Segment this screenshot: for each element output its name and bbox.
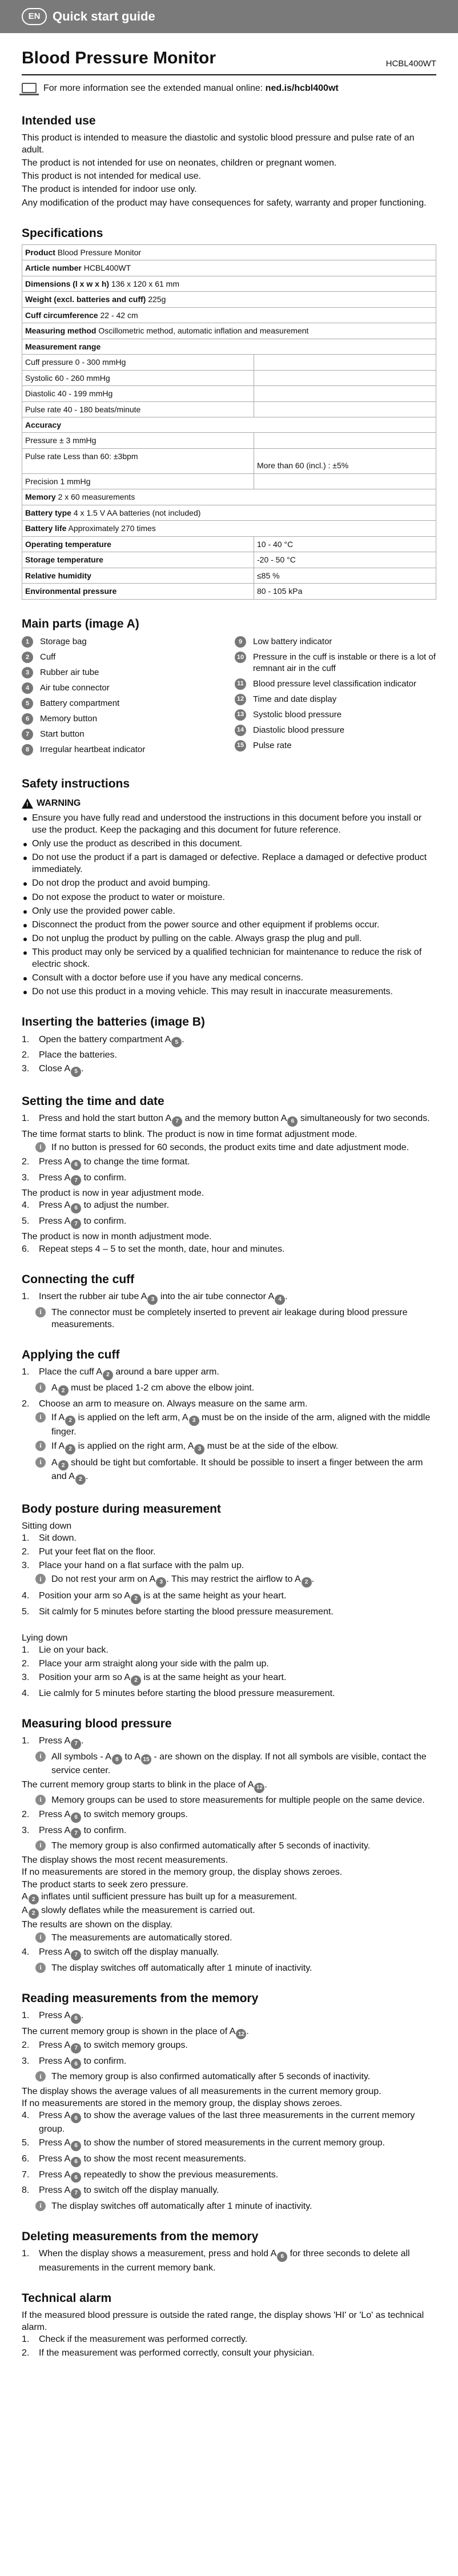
- part-label: Systolic blood pressure: [253, 709, 342, 720]
- main-part-item: [22, 698, 223, 709]
- info-icon: i: [35, 1441, 46, 1451]
- reading-text: The current memory group is shown in the place of A 12 .: [22, 2026, 436, 2040]
- info-icon: i: [35, 1840, 46, 1851]
- step: 4. Lie calmly for 5 minutes before starting the blood pressure measurement.: [22, 1688, 335, 1698]
- part-label: Time and date display: [253, 694, 337, 704]
- step: 5. Press A 7 to confirm.: [22, 1215, 436, 1229]
- step: 1. Place the cuff A 2 around a bare upper arm.: [22, 1366, 436, 1380]
- measuring-text: A 2 slowly deflates while the measurement is carried out.: [22, 1904, 436, 1919]
- info-icon: i: [35, 2071, 46, 2081]
- step: 5. Sit calmly for 5 minutes before starting the blood pressure measurement.: [22, 1606, 334, 1617]
- main-parts-left-column: [22, 636, 223, 759]
- safety-item: Ensure you have fully read and understood the instructions in this document before you install or use the product. Keep the packaging and this document for future reference.: [22, 812, 436, 836]
- reading-steps-3: [22, 2109, 436, 2199]
- info-note: i Memory groups can be used to store measurements for multiple people on the same device.: [35, 1794, 436, 1806]
- step: 8. Press A 7 to switch off the display manually.: [22, 2184, 436, 2199]
- safety-item: This product may only be serviced by a qualified technician for maintenance to reduce the risk of electric shock.: [22, 946, 436, 970]
- step: 3. Close A 5 .: [22, 1063, 436, 1077]
- info-icon: i: [35, 1932, 46, 1943]
- info-icon: i: [35, 1795, 46, 1805]
- part-number-badge: 7: [22, 729, 33, 740]
- part-label: Rubber air tube: [40, 667, 99, 677]
- part-number-badge: 11: [235, 678, 246, 690]
- step: 4. Press A 7 to switch off the display manually.: [22, 1946, 436, 1960]
- main-part-item: [235, 652, 436, 674]
- intended-use-heading: Intended use: [22, 114, 96, 127]
- technical-alarm-text: If the measured blood pressure is outside the rated range, the display shows 'HI' or 'Lo' as technical alarm.: [22, 2310, 424, 2333]
- measuring-heading: Measuring blood pressure: [22, 1717, 172, 1730]
- deleting-steps: [22, 2248, 436, 2274]
- body-posture-heading: Body posture during measurement: [22, 1502, 221, 1516]
- part-label: Blood pressure level classification indicator: [253, 678, 416, 689]
- online-manual-text: For more information see the extended manual online: ned.is/hcbl400wt: [43, 83, 339, 93]
- part-number-badge: 5: [22, 698, 33, 709]
- model-number: HCBL400WT: [385, 58, 436, 69]
- part-number-badge: 12: [235, 694, 246, 705]
- measuring-steps: [22, 1735, 436, 1749]
- deleting-heading: Deleting measurements from the memory: [22, 2229, 259, 2243]
- measuring-text: The product starts to seek zero pressure.: [22, 1879, 188, 1890]
- batteries-steps: [22, 1034, 436, 1077]
- main-part-item: [22, 636, 223, 648]
- info-note: i The memory group is also confirmed automatically after 5 seconds of inactivity.: [35, 2071, 436, 2083]
- main-part-item: [22, 729, 223, 740]
- part-label: Air tube connector: [40, 682, 110, 693]
- step: 3. Press A 7 to confirm.: [22, 1825, 436, 1839]
- main-part-item: [22, 682, 223, 694]
- language-badge: EN: [22, 8, 47, 25]
- reading-steps-2: [22, 2039, 436, 2069]
- measuring-text: The display shows the most recent measurements.: [22, 1855, 228, 1866]
- main-part-item: [22, 652, 223, 663]
- step: 2. Place your arm straight along your side with the palm up.: [22, 1659, 269, 1669]
- info-icon: i: [35, 1751, 46, 1762]
- lying-steps: [22, 1644, 436, 1699]
- info-note: i Do not rest your arm on A 3 . This may restrict the airflow to A 2 .: [35, 1573, 436, 1588]
- reading-steps: [22, 2010, 436, 2024]
- sitting-steps: [22, 1532, 436, 1572]
- time-date-heading: Setting the time and date: [22, 1094, 164, 1108]
- specifications-heading: Specifications: [22, 226, 103, 240]
- manual-link[interactable]: ned.is/hcbl400wt: [265, 83, 339, 93]
- info-icon: i: [35, 1963, 46, 1973]
- step: 2. Press A 7 to switch memory groups.: [22, 2039, 436, 2053]
- time-date-text: The product is now in year adjustment mode.: [22, 1188, 204, 1199]
- info-note: i If A 2 is applied on the left arm, A 3 must be on the inside of the arm, aligned with the middle finger.: [35, 1412, 436, 1438]
- measuring-steps-3: [22, 1946, 436, 1960]
- safety-item: Do not expose the product to water or moisture.: [22, 891, 436, 903]
- info-icon: i: [35, 2201, 46, 2211]
- step: 3. Position your arm so A 2 is at the same height as your heart.: [22, 1671, 436, 1686]
- step: 4. Press A 6 to adjust the number.: [22, 1199, 436, 1213]
- step: 1. Press and hold the start button A 7 and the memory button A 6 simultaneously for two seconds.: [22, 1112, 436, 1127]
- safety-list: [22, 812, 436, 998]
- sitting-title: Sitting down: [22, 1521, 72, 1532]
- main-part-item: [235, 725, 436, 736]
- main-part-item: [235, 694, 436, 705]
- main-parts-right-column: [235, 636, 436, 759]
- info-icon: i: [35, 1574, 46, 1584]
- warning-label: ! WARNING: [22, 797, 81, 809]
- main-parts-heading: Main parts (image A): [22, 617, 139, 630]
- info-note: i The display switches off automatically after 1 minute of inactivity.: [35, 1962, 436, 1974]
- measuring-text: If no measurements are stored in the memory group, the display shows zeroes.: [22, 1867, 343, 1878]
- measuring-text: A 2 inflates until sufficient pressure has built up for a measurement.: [22, 1891, 436, 1905]
- part-number-badge: 3: [22, 667, 33, 678]
- intended-use-text: This product is intended to measure the diastolic and systolic blood pressure and pulse rate of an adult. The product is not intended for use on neonates, children or pregnant women. This product is not intended for medical use. The product is intended for indoor use only. Any modification of the product may have consequences for safety, warranty and proper functioning.: [22, 132, 427, 208]
- warning-triangle-icon: !: [22, 798, 33, 809]
- step: 3. Press A 7 to confirm.: [22, 1172, 436, 1186]
- document-title: Blood Pressure Monitor: [22, 49, 216, 67]
- laptop-icon: [22, 83, 37, 93]
- safety-item: Only use the product as described in this document.: [22, 838, 436, 850]
- applying-cuff-steps: [22, 1366, 436, 1380]
- technical-alarm-heading: Technical alarm: [22, 2291, 112, 2305]
- info-note: i A 2 should be tight but comfortable. It should be possible to insert a finger between the arm and A 2 .: [35, 1457, 436, 1485]
- info-note: i The memory group is also confirmed automatically after 5 seconds of inactivity.: [35, 1840, 436, 1852]
- part-number-badge: 9: [235, 636, 246, 648]
- time-date-steps-2: [22, 1156, 436, 1185]
- part-label: Storage bag: [40, 636, 87, 646]
- main-parts-list: [22, 636, 436, 759]
- safety-item: Do not drop the product and avoid bumping.: [22, 877, 436, 889]
- safety-item: Do not use the product if a part is damaged or defective. Replace a damaged or defective product immediately.: [22, 851, 436, 875]
- step: 2. Press A 6 to change the time format.: [22, 1156, 436, 1170]
- part-number-badge: 6: [22, 713, 33, 725]
- info-note: i All symbols - A 8 to A 15 - are shown on the display. If not all symbols are visible, contact the service center.: [35, 1751, 436, 1777]
- safety-item: Disconnect the product from the power source and other equipment if problems occur.: [22, 919, 436, 931]
- info-icon: i: [35, 1142, 46, 1152]
- step: 1. Open the battery compartment A 5 .: [22, 1034, 436, 1048]
- part-label: Low battery indicator: [253, 636, 332, 646]
- part-label: Pulse rate: [253, 740, 292, 750]
- step: 4. Position your arm so A 2 is at the same height as your heart.: [22, 1590, 436, 1604]
- measuring-steps-2: [22, 1809, 436, 1838]
- time-date-steps-3: [22, 1199, 436, 1229]
- part-label: Diastolic blood pressure: [253, 725, 345, 735]
- title-row: [22, 33, 436, 75]
- part-number-badge: 13: [235, 709, 246, 721]
- time-date-steps-4: [22, 1243, 436, 1255]
- step: 7. Press A 6 repeatedly to show the previous measurements.: [22, 2169, 436, 2183]
- reading-text: The display shows the average values of all measurements in the current memory group.: [22, 2086, 381, 2096]
- step: 3. Press A 6 to confirm.: [22, 2055, 436, 2069]
- part-number-badge: 1: [22, 636, 33, 648]
- step: 1. Lie on your back.: [22, 1645, 109, 1655]
- step: 1. Insert the rubber air tube A 3 into the air tube connector A 4 .: [22, 1291, 436, 1305]
- step: 4. Press A 6 to show the average values of the last three measurements in the current memory group.: [22, 2110, 415, 2135]
- step: 1. Press A 6 .: [22, 2010, 436, 2024]
- applying-cuff-heading: Applying the cuff: [22, 1348, 120, 1361]
- part-number-badge: 8: [22, 744, 33, 755]
- step: 2. Choose an arm to measure on. Always measure on the same arm.: [22, 1399, 308, 1409]
- step: 6. Repeat steps 4 – 5 to set the month, date, hour and minutes.: [22, 1244, 285, 1254]
- part-label: Battery compartment: [40, 698, 120, 708]
- connecting-cuff-heading: Connecting the cuff: [22, 1272, 135, 1286]
- main-part-item: [235, 636, 436, 648]
- main-part-item: [22, 713, 223, 725]
- header-bar: [0, 0, 458, 33]
- header-title: Quick start guide: [53, 9, 155, 24]
- info-icon: i: [35, 1457, 46, 1468]
- info-note: i The display switches off automatically after 1 minute of inactivity.: [35, 2200, 436, 2212]
- online-manual-note: [22, 82, 436, 94]
- main-part-item: [22, 667, 223, 678]
- info-icon: i: [35, 1307, 46, 1317]
- step: 1. When the display shows a measurement, press and hold A 6 for three seconds to delete all measurements in the current memory bank.: [22, 2249, 410, 2273]
- applying-cuff-steps-2: [22, 1398, 436, 1410]
- info-note: i If no button is pressed for 60 seconds, the product exits time and date adjustment mode.: [35, 1142, 436, 1154]
- safety-heading: Safety instructions: [22, 777, 130, 790]
- part-number-badge: 15: [235, 740, 246, 751]
- lying-title: Lying down: [22, 1633, 68, 1643]
- safety-item: Do not use this product in a moving vehicle. This may result in inaccurate measurements.: [22, 986, 436, 998]
- time-date-text: The product is now in month adjustment mode.: [22, 1232, 212, 1242]
- info-note: i The measurements are automatically stored.: [35, 1932, 436, 1944]
- reading-heading: Reading measurements from the memory: [22, 1991, 259, 2005]
- part-number-badge: 4: [22, 682, 33, 694]
- part-label: Irregular heartbeat indicator: [40, 744, 146, 754]
- connecting-cuff-steps: [22, 1291, 436, 1305]
- part-label: Memory button: [40, 713, 98, 724]
- step: 2. Press A 6 to switch memory groups.: [22, 1809, 436, 1823]
- specifications-table: Product Blood Pressure Monitor Article number HCBL400WT Dimensions (l x w x h) 136 x 120 x 61 mm Weight (excl. batteries and cuff) 225g Cuff circumference 22 - 42 cm Measuring method Oscillometric method, automatic inflation and measurement Measurement range Cuff pressure 0 - 300 mmHg Systolic 60 - 260 mmHg Diastolic 40 - 199 mmHg Pulse rate 40 - 180 beats/minute Accuracy Pressure ± 3 mmHg Pulse rate Less than 60: ±3bpm More than 60 (incl.) : ±5% Precision 1 mmHg Memory 2 x 60 measurements Battery type 4 x 1.5 V AA batteries (not included) Battery life Approximately 270 times Operating temperature 10 - 40 °C Storage temperature -20 - 50 °C Relative humidity ≤85 % Environmental pressure 80 - 105 kPa: [22, 244, 436, 600]
- main-part-item: [235, 740, 436, 751]
- step: 2. If the measurement was performed correctly, consult your physician.: [22, 2348, 315, 2358]
- step: 6. Press A 6 to show the most recent measurements.: [22, 2153, 436, 2167]
- step: 1. Check if the measurement was performed correctly.: [22, 2334, 248, 2345]
- safety-item: Consult with a doctor before use if you have any medical concerns.: [22, 972, 436, 984]
- technical-alarm-steps: [22, 2333, 436, 2359]
- measuring-text: The current memory group starts to blink in the place of A 12 .: [22, 1779, 436, 1793]
- step: 2. Put your feet flat on the floor.: [22, 1547, 156, 1557]
- main-part-item: [235, 678, 436, 690]
- main-part-item: [22, 744, 223, 755]
- sitting-steps-2: [22, 1590, 436, 1618]
- step: 2. Place the batteries.: [22, 1050, 117, 1060]
- safety-item: Only use the provided power cable.: [22, 905, 436, 917]
- main-part-item: [235, 709, 436, 721]
- measuring-text: The results are shown on the display.: [22, 1919, 172, 1930]
- step: 1. Sit down.: [22, 1533, 77, 1544]
- info-note: i A 2 must be placed 1-2 cm above the elbow joint.: [35, 1382, 436, 1396]
- time-date-text: The time format starts to blink. The product is now in time format adjustment mode.: [22, 1129, 357, 1139]
- part-number-badge: 10: [235, 652, 246, 663]
- time-date-steps: [22, 1112, 436, 1127]
- part-label: Pressure in the cuff is instable or there is a lot of remnant air in the cuff: [253, 652, 436, 673]
- part-number-badge: 2: [22, 652, 33, 663]
- info-icon: i: [35, 1412, 46, 1422]
- part-label: Cuff: [40, 652, 56, 662]
- step: 1. Press A 7 .: [22, 1735, 436, 1749]
- batteries-heading: Inserting the batteries (image B): [22, 1015, 205, 1029]
- part-label: Start button: [40, 729, 85, 739]
- info-note: i The connector must be completely inserted to prevent air leakage during blood pressure measurements.: [35, 1307, 436, 1331]
- part-number-badge: 14: [235, 725, 246, 736]
- step: 3. Place your hand on a flat surface with the palm up.: [22, 1561, 244, 1571]
- safety-item: Do not unplug the product by pulling on the cable. Always grasp the plug and pull.: [22, 933, 436, 945]
- info-note: i If A 2 is applied on the right arm, A 3 must be at the side of the elbow.: [35, 1440, 436, 1454]
- step: 5. Press A 6 to show the number of stored measurements in the current memory group.: [22, 2137, 436, 2151]
- info-icon: i: [35, 1383, 46, 1393]
- reading-text: If no measurements are stored in the memory group, the display shows zeroes.: [22, 2098, 343, 2108]
